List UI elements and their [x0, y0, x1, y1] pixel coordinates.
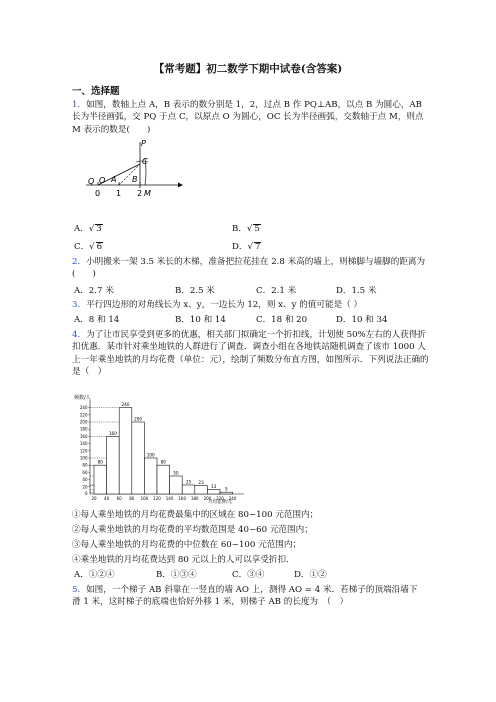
- bar-value-label: 240: [121, 402, 130, 408]
- option-letter: A．: [74, 224, 89, 234]
- tick-1: 1: [116, 189, 122, 198]
- question-text: 如图，数轴上点 A，B 表示的数分别是 1，2，过点 B 作 PQ⊥AB，以点 B 为圆心，AB 长为半径画弧，交 PQ 于点 C，以原点 O 为圆心，OC 长为半径画弧，交数轴于点 M，则点 M 表示的数是( ): [72, 100, 424, 135]
- option-value: 3: [96, 224, 102, 234]
- y-tick-label: 160: [79, 433, 88, 439]
- x-tick-label: 180: [190, 496, 199, 501]
- x-tick-label: 60: [116, 496, 122, 501]
- question-text: 为了让市民享受到更多的优惠，相关部门拟确定一个折扣线，计划使 50%左右的人获得折扣优惠．某市针对乘坐地铁的人群进行了调查．调查小组在各地铁站随机调查了该市 1000 人上一年乘坐地铁的月均花费（单位：元），绘制了频数分布直方图，如图所示．下列说法正确的是（ ）: [72, 330, 429, 378]
- x-tick-label: 160: [178, 496, 187, 501]
- label-p: P: [141, 139, 146, 148]
- histogram-bar: [107, 436, 120, 494]
- q3-option-a[interactable]: A．8 和 14: [74, 315, 120, 325]
- statement-4: ④乘坐地铁的月均花费达到 80 元以上的人可以享受折扣．: [72, 555, 295, 565]
- y-tick-label: 100: [79, 455, 88, 461]
- question-5: [72, 584, 432, 609]
- histogram-bar: [132, 422, 145, 494]
- y-tick-label: 40: [82, 477, 88, 483]
- question-2: [72, 256, 432, 281]
- q2-option-b[interactable]: B．2.5 米: [175, 286, 215, 296]
- x-tick-label: 120: [153, 496, 161, 501]
- histogram-bar: [220, 492, 233, 494]
- q2-option-c[interactable]: C．2.1 米: [256, 286, 297, 296]
- question-number: 3．: [72, 300, 87, 310]
- bar-value-label: 23: [198, 480, 204, 486]
- x-tick-label: 200: [203, 496, 212, 501]
- histogram-bar: [207, 489, 220, 494]
- histogram-bar: [182, 485, 195, 494]
- x-tick-label: 140: [165, 496, 174, 501]
- question-text: 平行四边形的对角线长为 x、y，一边长为 12，则 x、y 的值可能是（ ）: [86, 300, 363, 310]
- q2-option-a[interactable]: A．2.7 米: [74, 286, 114, 296]
- bar-value-label: 80: [160, 459, 166, 465]
- q4-option-b[interactable]: B．①③④: [156, 570, 197, 580]
- x-tick-label: 100: [140, 496, 149, 501]
- histogram-bar: [144, 458, 157, 494]
- label-b: B: [132, 175, 138, 184]
- y-tick-label: 20: [82, 484, 88, 490]
- bar-value-label: 13: [211, 483, 217, 489]
- histogram-chart: [72, 392, 252, 508]
- bar-value-label: 160: [108, 430, 117, 436]
- label-a: A: [111, 175, 117, 184]
- q4-option-c[interactable]: C．③④: [232, 570, 265, 580]
- x-tick-label: 220: [216, 496, 224, 501]
- histogram-bar: [170, 476, 183, 494]
- question-4: [72, 329, 432, 379]
- question-text: 小明搬来一架 3.5 米长的木梯，准备把拉花挂在 2.8 米高的墙上，则梯脚与墙脚的距离为( ): [72, 257, 426, 280]
- x-tick-label: 40: [104, 496, 110, 501]
- y-tick-label: 220: [79, 412, 88, 418]
- statement-2: ②每人乘坐地铁的月均花费的平均数范围是 40~60 元范围内；: [72, 525, 313, 535]
- label-q: Q: [88, 177, 95, 186]
- y-tick-label: 200: [79, 419, 88, 425]
- label-o: O: [99, 176, 106, 185]
- histogram-bar: [195, 486, 208, 494]
- origin-label: 0: [85, 491, 88, 496]
- bar-value-label: 5: [224, 486, 228, 492]
- option-value: 5: [254, 224, 260, 234]
- question-number: 1．: [72, 100, 87, 110]
- x-tick-label: 80: [129, 496, 135, 501]
- histogram-bar: [157, 465, 170, 494]
- y-tick-label: 240: [79, 405, 88, 411]
- label-m: M: [144, 189, 151, 198]
- question-text-line2: 滑 1 米，这时梯子的底端也恰好外移 1 米，则梯子 AB 的长度为 （ ）: [72, 597, 349, 608]
- statement-3: ③每人乘坐地铁的月均花费的中位数在 60~100 元范围内；: [72, 540, 302, 550]
- histogram-bar: [119, 408, 132, 494]
- x-axis-label: 月均花费/元: [208, 500, 233, 505]
- bar-value-label: 200: [134, 416, 143, 422]
- option-letter: D．: [232, 242, 248, 252]
- bar-value-label: 25: [185, 479, 192, 485]
- question-number: 2．: [72, 257, 87, 267]
- y-tick-label: 80: [82, 462, 88, 468]
- q4-option-a[interactable]: A．①②④: [74, 570, 115, 580]
- bar-value-label: 80: [97, 459, 103, 465]
- q2-option-d[interactable]: D．1.5 米: [336, 286, 377, 296]
- question-number: 4．: [72, 330, 87, 340]
- option-value: 6: [96, 242, 103, 252]
- number-line-figure: [86, 138, 186, 202]
- y-tick-label: 60: [82, 469, 88, 475]
- x-tick-label: 20: [91, 496, 97, 501]
- document-title: 【常考题】初二数学下期中试卷(含答案): [153, 63, 343, 75]
- x-tick-label: 240: [228, 496, 237, 501]
- question-text-line1: 如图，一个梯子 AB 斜靠在一竖直的墙 AO 上，测得 AO = 4 米．若梯子的顶端沿墙下: [86, 585, 418, 595]
- question-1: [72, 99, 432, 136]
- q1-option-d[interactable]: D．√ 7: [232, 242, 261, 252]
- tick-2: 2: [137, 189, 143, 198]
- q1-option-a[interactable]: A．√ 3: [74, 224, 102, 234]
- bar-value-label: 50: [173, 470, 179, 476]
- option-value: 7: [254, 242, 261, 252]
- question-3: [72, 299, 432, 311]
- option-letter: B．: [232, 224, 247, 234]
- q3-option-b[interactable]: B．10 和 14: [175, 315, 226, 325]
- bar-value-label: 100: [146, 452, 155, 458]
- histogram-bar: [94, 465, 107, 494]
- q1-option-b[interactable]: B．√ 5: [232, 224, 260, 234]
- question-number: 5．: [72, 585, 87, 595]
- label-c: C: [142, 157, 148, 166]
- tick-0: 0: [95, 189, 101, 198]
- q3-option-d[interactable]: D．10 和 34: [336, 315, 388, 325]
- option-letter: C．: [74, 242, 90, 252]
- y-tick-label: 120: [79, 448, 88, 454]
- q3-option-c[interactable]: C．18 和 20: [256, 315, 308, 325]
- q4-option-d[interactable]: D．①②: [294, 570, 327, 580]
- y-tick-label: 180: [79, 426, 88, 432]
- y-tick-label: 140: [79, 441, 88, 447]
- statement-1: ①每人乘坐地铁的月均花费最集中的区域在 80~100 元范围内；: [72, 510, 319, 520]
- y-axis-label: 频数/人: [74, 395, 91, 401]
- section-heading: 一、选择题: [72, 86, 120, 97]
- q1-option-c[interactable]: C．√ 6: [74, 242, 103, 252]
